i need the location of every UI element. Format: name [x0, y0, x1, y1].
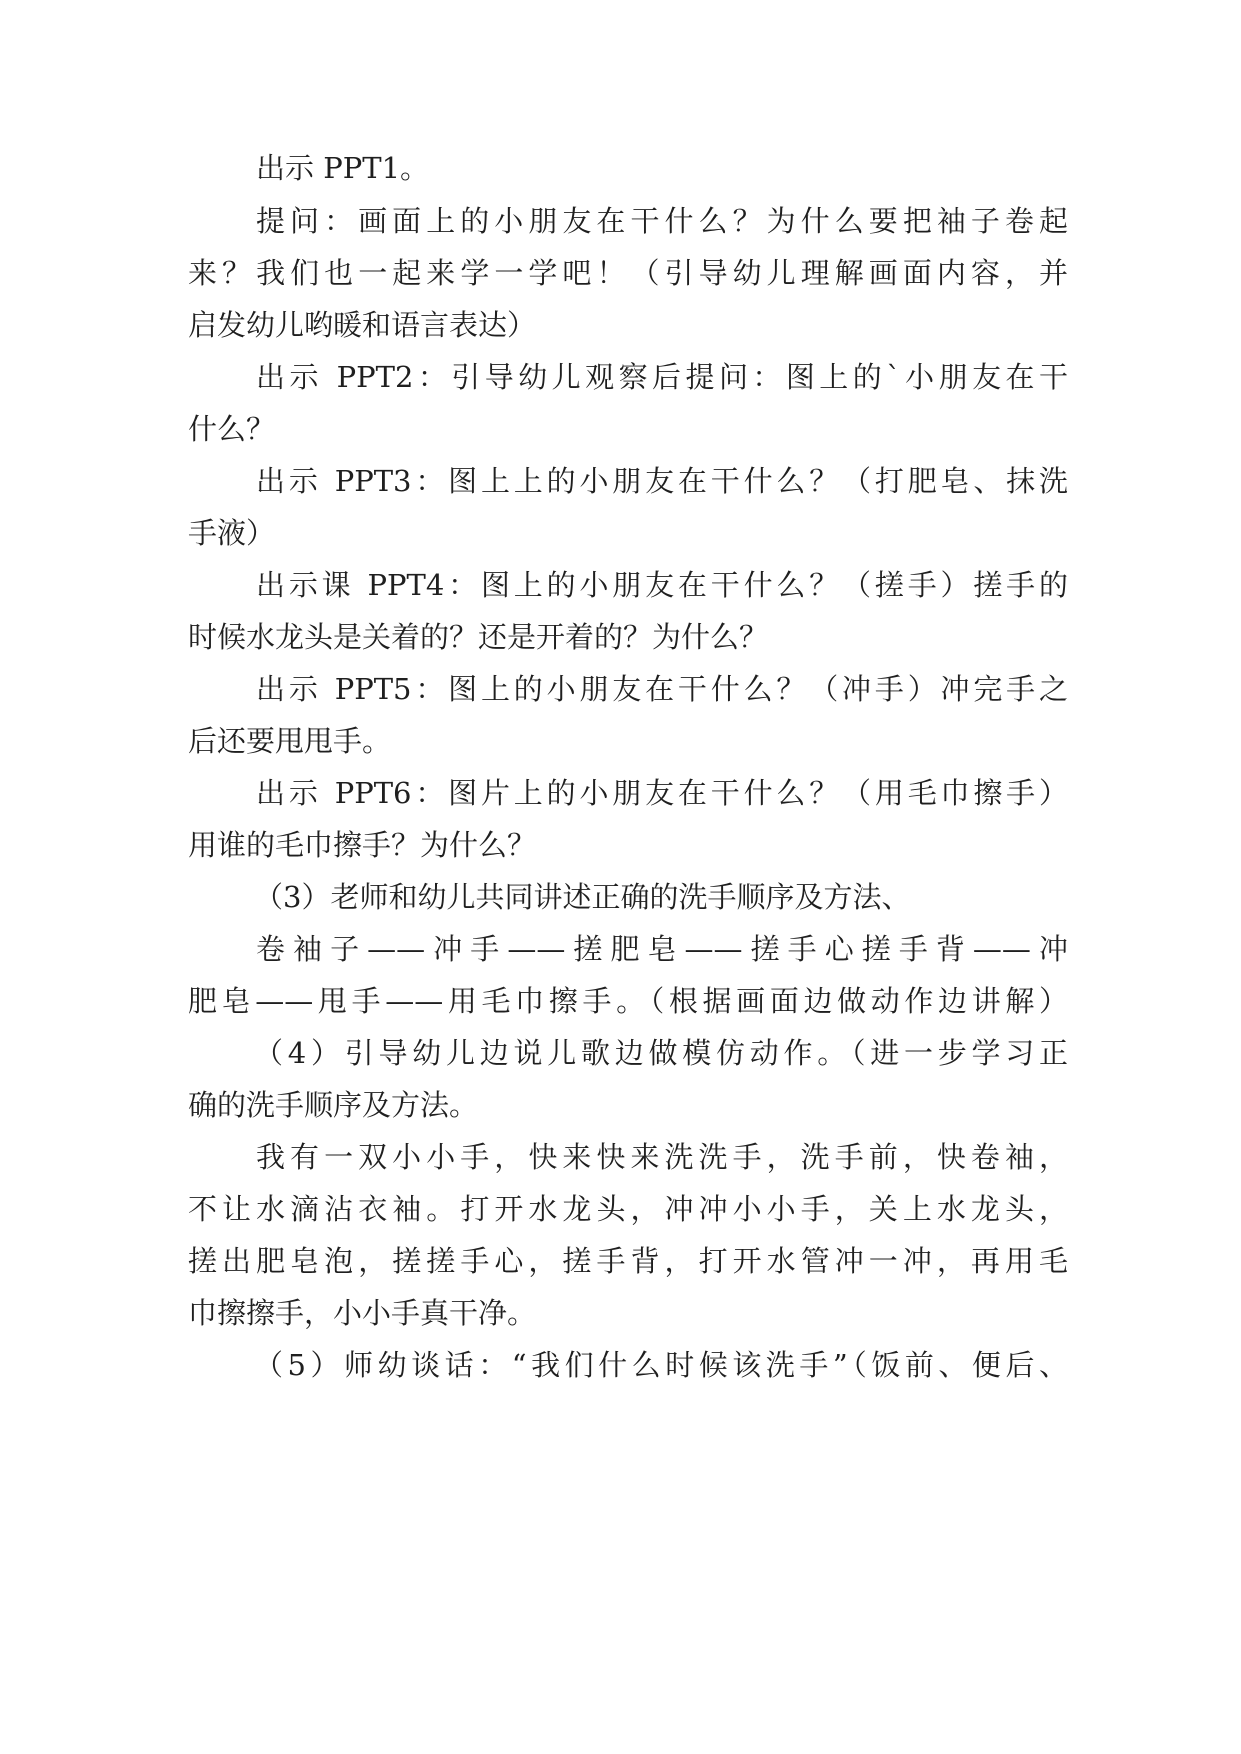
text-line: 肥皂——甩手——用毛巾擦手。（根据画面边做动作边讲解） [188, 984, 1068, 1018]
text-line: 出示 PPT3：图上上的小朋友在干什么？（打肥皂、抹洗 [256, 464, 1068, 498]
text-line: 时候水龙头是关着的？还是开着的？为什么？ [188, 620, 769, 654]
text-line: 手液） [188, 516, 276, 550]
text-line: 用谁的毛巾擦手？为什么？ [188, 828, 537, 862]
text-line: 出示 PPT1。 [256, 151, 430, 185]
text-line: （5）师幼谈话：“我们什么时候该洗手”（饭前、便后、 [254, 1348, 1068, 1382]
text-line: 提问：画面上的小朋友在干什么？为什么要把袖子卷起 [256, 204, 1068, 238]
text-line: 卷袖子——冲手——搓肥皂——搓手心搓手背——冲 [256, 932, 1068, 966]
text-line: 不让水滴沾衣袖。打开水龙头，冲冲小小手，关上水龙头， [188, 1192, 1068, 1226]
text-line: 出示 PPT2：引导幼儿观察后提问：图上的`小朋友在干 [256, 360, 1068, 394]
text-line: （3）老师和幼儿共同讲述正确的洗手顺序及方法、 [254, 880, 911, 914]
text-line: 出示 PPT5：图上的小朋友在干什么？（冲手）冲完手之 [256, 672, 1068, 706]
text-line: 搓出肥皂泡，搓搓手心，搓手背，打开水管冲一冲，再用毛 [188, 1244, 1068, 1278]
text-line: 我有一双小小手，快来快来洗洗手，洗手前，快卷袖， [256, 1140, 1068, 1174]
text-line: 后还要甩甩手。 [188, 724, 392, 758]
text-line: 出示 PPT6：图片上的小朋友在干什么？（用毛巾擦手） [256, 776, 1068, 810]
text-line: 什么？ [188, 412, 276, 446]
text-line: 巾擦擦手，小小手真干净。 [188, 1296, 537, 1330]
text-line: 出示课 PPT4：图上的小朋友在干什么？（搓手）搓手的 [256, 568, 1068, 602]
text-line: 启发幼儿哟暖和语言表达） [188, 308, 537, 342]
text-line: （4）引导幼儿边说儿歌边做模仿动作。（进一步学习正 [254, 1036, 1068, 1070]
text-line: 确的洗手顺序及方法。 [188, 1088, 479, 1122]
text-line: 来？我们也一起来学一学吧！（引导幼儿理解画面内容，并 [188, 256, 1068, 290]
